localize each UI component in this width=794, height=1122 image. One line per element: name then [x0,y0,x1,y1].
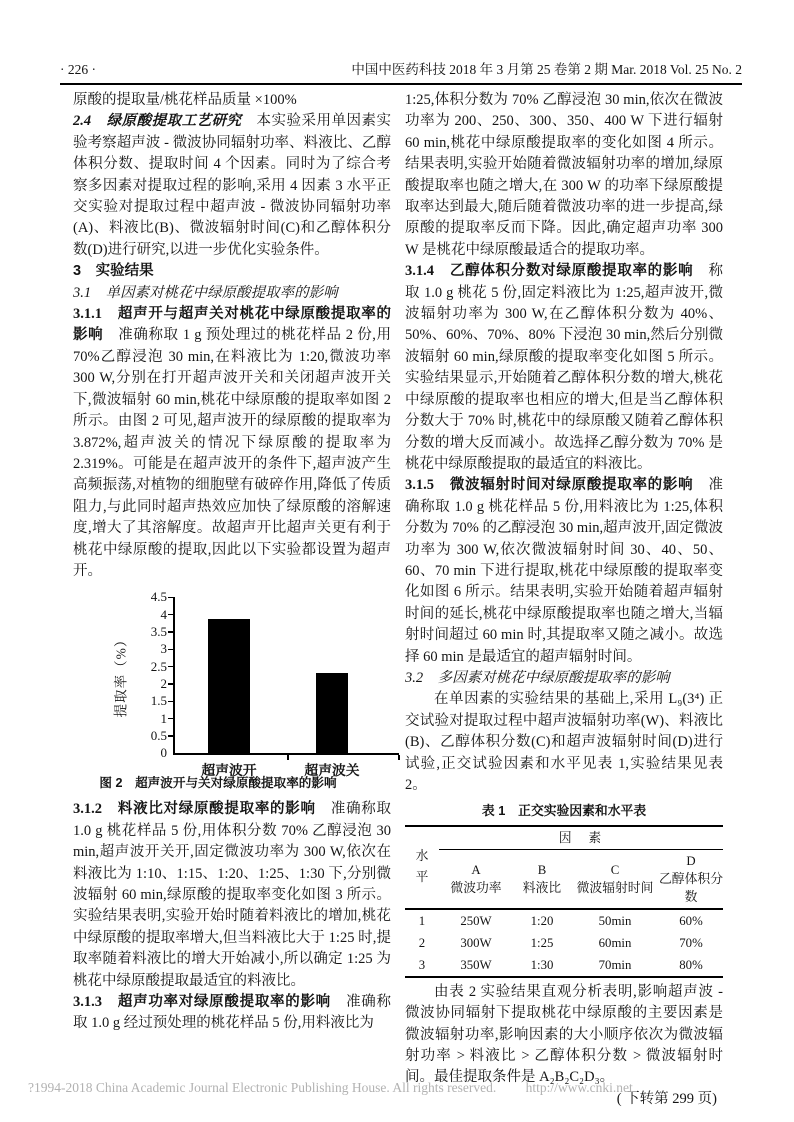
copyright-text: ?1994-2018 China Academic Journal Electronic Publishing House. All rights reserved. [28,1080,497,1095]
y-axis-tick-label: 1.5 [150,693,167,709]
table-col-header-d: D 乙醇体积分数 [659,849,723,909]
section-3-1-2-body: 准确称取 1.0 g 桃花样品 5 份,用体积分数 70% 乙醇浸泡 30 min,超声波开关开,固定微波功率为 300 W,依次在料液比为 1:10、1:15、1:20、1:25、1:30 下,分别微波辐射 60 min,绿原酸的提取率变化如图 3 所示。实验结果表明,实验开始时随着料液比的增加,桃花中绿原酸的提取率增大,但当料液比大于 1:25 时,提取率随着料液比的增大开始减小,所以确定 1:25 为桃花中绿原酸提取最适宜的料液比。 [73,801,392,989]
table-col-header-a: A 微波功率 [439,849,513,909]
orthogonal-design-paragraph: 在单因素的实验结果的基础上,采用 L₉(3⁴) 正交试验对提取过程中超声波辐射功率(W)、料液比(B)、乙醇体积分数(C)和超声波辐射时间(D)进行试验,正交试验因素和水平见表 1,实验结果见表 2。 [405,691,723,793]
section-3-1-3-body: 准确称取 1.0 g 经过预处理的桃花样品 5 份,用料液比为 [73,994,392,1032]
y-axis-tick [168,631,175,633]
section-3-1-5 [405,475,723,668]
y-axis-tick-label: 2 [160,676,167,691]
paragraph-continuation: 1:25,体积分数为 70% 乙醇浸泡 30 min,依次在微波功率为 200、250、300、350、400 W 下进行辐射 60 min,桃花中绿原酸提取率的变化如图 4 所示。结果表明,实验开始随着微波辐射功率的增加,绿原酸提取率也随之增大,在 300 W 的功率下绿原酸提取率达到最大,随后随着微波功率的进一步提高,绿原酸的提取率反而下降。因此,确定超声功率 300 W 是桃花中绿原酸最适合的提取功率。 [405,92,723,258]
table-col-header-c: C 微波辐射时间 [571,849,659,909]
formula-continuation: 原酸的提取量/桃花样品质量 ×100% [73,92,297,108]
y-axis-tick-label: 0.5 [150,728,167,743]
y-axis-tick [168,649,175,651]
section-3-1-3 [73,992,391,1035]
table-cell: 1:20 [530,913,554,928]
y-axis-tick [168,701,175,703]
page-number: · 226 · [60,62,96,77]
heading-3: 3 实验结果 [73,263,154,280]
table-cell: 2 [418,935,426,950]
x-category-label: 超声波开 [201,763,257,779]
table-cell: 300W [460,935,492,950]
y-axis-tick-label: 4 [160,606,167,622]
table-col-header-b: B 料液比 [513,849,571,909]
heading-3-2: 3.2 多因素对桃花中绿原酸提取率的影响 [405,669,670,686]
x-axis-tick [398,755,400,760]
bar-超声波关 [316,673,348,753]
right-column [405,90,723,1110]
table-cell: 70% [679,935,703,950]
y-axis-tick [168,597,175,599]
figure2-caption: 图 2 超声波开与关对绿原酸提取率的影响 [99,776,337,791]
section-3-1-4-heading: 3.1.4 乙醇体积分数对绿原酸提取率的影响 [405,263,694,280]
page-content [73,90,723,1110]
x-category-label: 超声波关 [304,763,360,779]
section-3-1-4 [405,261,723,475]
table-level-header: 水平 [405,826,439,909]
y-axis-tick-label: 2.5 [150,658,167,674]
table-cell: 1:25 [530,935,554,950]
figure-2 [73,589,391,799]
table-cell: 350W [460,957,492,972]
table-cell: 60% [679,913,703,928]
table-factor-header: 因 素 [439,826,723,850]
continued-note: ( 下转第 299 页) [616,1090,717,1107]
table-cell: 50min [598,913,632,928]
table-cell: 1:30 [530,957,554,972]
y-axis-tick [168,683,175,685]
section-2-4-heading: 2.4 绿原酸提取工艺研究 [73,113,242,130]
left-column [73,90,391,1110]
table-subheader-row [405,849,723,909]
y-axis-tick [168,614,175,616]
y-axis-tick [168,666,175,668]
y-axis-tick-label: 4.5 [150,589,167,605]
x-axis-tick [287,755,289,760]
orthogonal-table-body [405,909,723,977]
table-cell: 1 [418,913,426,928]
section-3-1-1-body: 准确称取 1 g 预处理过的桃花样品 2 份,用 70%乙醇浸泡 30 min,在料液比为 1:20,微波功率 300 W,分别在打开超声波开关和关闭超声波开关下,微波辐射 60 min,桃花中绿原酸的提取率如图 2 所示。由图 2 可见,超声波开的绿原酸的提取率为 3.872%,超声波关的情况下绿原酸的提取率为 2.319%。可能是在超声波开的条件下,超声波产生高频振荡,对植物的细胞壁有破碎作用,降低了传质阻力,与此同时超声热效应加快了绿原酸的溶解速度,增大了其溶解度。故超声开比超声关更有利于桃花中绿原酸的提取,因此以下实验都设置为超声开。 [73,327,392,579]
table-cell: 70min [598,957,632,972]
journal-info: 中国中医药科技 2018 年 3 月第 25 卷第 2 期 Mar. 2018 Vol. 25 No. 2 [351,62,742,77]
table-cell: 250W [460,913,492,928]
table-row [405,909,723,932]
section-3-1-4-body: 称取 1.0 g 桃花 5 份,固定料液比为 1:25,超声波开,微波辐射功率为 300 W,在乙醇体积分数为 40%、50%、60%、70%、80% 下浸泡 30 min,然后分别微波辐射 60 min,绿原酸的提取率变化如图 5 所示。实验结果显示,开始随着乙醇体积分数的增大,桃花中绿原酸的提取率也相应的增大,但是当乙醇体积分数大于 70% 时,桃花中的绿原酸又随着乙醇体积分数的增大反而减小。故选择乙醇分数为 70% 是桃花中绿原酸提取的最适宜的料液比。 [405,263,724,472]
table-factor-row [405,826,723,850]
section-2-4 [73,111,391,261]
y-axis-tick [168,718,175,720]
y-axis-tick [168,735,175,737]
page-footer [28,1080,633,1096]
page-header [60,50,742,85]
section-3-1-2-heading: 3.1.2 料液比对绿原酸提取率的影响 [73,801,316,818]
table-cell: 80% [679,957,703,972]
bar-超声波开 [208,619,250,753]
section-3-1-1-heading: 3.1.1 超声开与超声关对桃花中绿原酸提取率的影响 [73,306,391,344]
section-3-1-5-body: 准确称取 1.0 g 桃花样品 5 份,用料液比为 1:25,体积分数为 70% 的乙醇浸泡 30 min,超声波开,固定微波功率为 300 W,依次微波辐射时间 30、40、50、60、70 min 下进行提取,桃花中绿原酸的提取率变化如图 6 所示。结果表明,实验开始随着超声辐射时间的延长,桃花中绿原酸提取率也随之增大,当辐射时间超过 60 min 时,其提取率又随之减小。故选择 60 min 是最适宜的超声辐射时间。 [405,477,724,665]
table-row [405,932,723,954]
cnki-url: http://www.cnki.net [525,1080,633,1095]
section-2-4-body: 本实验采用单因素实验考察超声波 - 微波协同辐射功率、料液比、乙醇体积分数、提取时间 4 个因素。同时为了综合考察多因素对提取过程的影响,采用 4 因素 3 水平正交实验对提取过程中超声波 - 微波协同辐射功率(A)、料液比(B)、微波辐射时间(C)和乙醇体积分数(D)进行研究,以进一步优化实验条件。 [73,113,392,258]
section-3-1-1 [73,304,391,582]
table-cell: 60min [598,935,632,950]
table-cell: 3 [418,957,426,972]
section-3-1-3-heading: 3.1.3 超声功率对绿原酸提取率的影响 [73,994,331,1010]
y-axis-tick-label: 3 [160,641,167,657]
table1-caption: 表 1 正交实验因素和水平表 [481,803,647,819]
heading-3-1: 3.1 单因素对桃花中绿原酸提取率的影响 [73,284,338,301]
y-axis-tick-label: 1 [160,710,167,726]
y-axis-tick-label: 0 [160,745,167,761]
section-3-1-5-heading: 3.1.5 微波辐射时间对绿原酸提取率的影响 [405,477,694,494]
table-row [405,954,723,977]
analysis-paragraph: 由表 2 实验结果直观分析表明,影响超声波 - 微波协同辐射下提取桃花中绿原酸的主要因素是微波辐射功率,影响因素的大小顺序依次为微波辐射功率 > 料液比 > 乙醇体积分数 > 微波辐射时间。最佳提取条件是 A₂B₂C₂D₃。 [405,983,723,1086]
figure2-y-axis-label: 提取率（%） [113,632,129,718]
y-axis-tick-label: 3.5 [150,624,167,639]
orthogonal-table [405,825,723,978]
section-3-1-2 [73,799,391,992]
figure2-plot [150,589,399,779]
